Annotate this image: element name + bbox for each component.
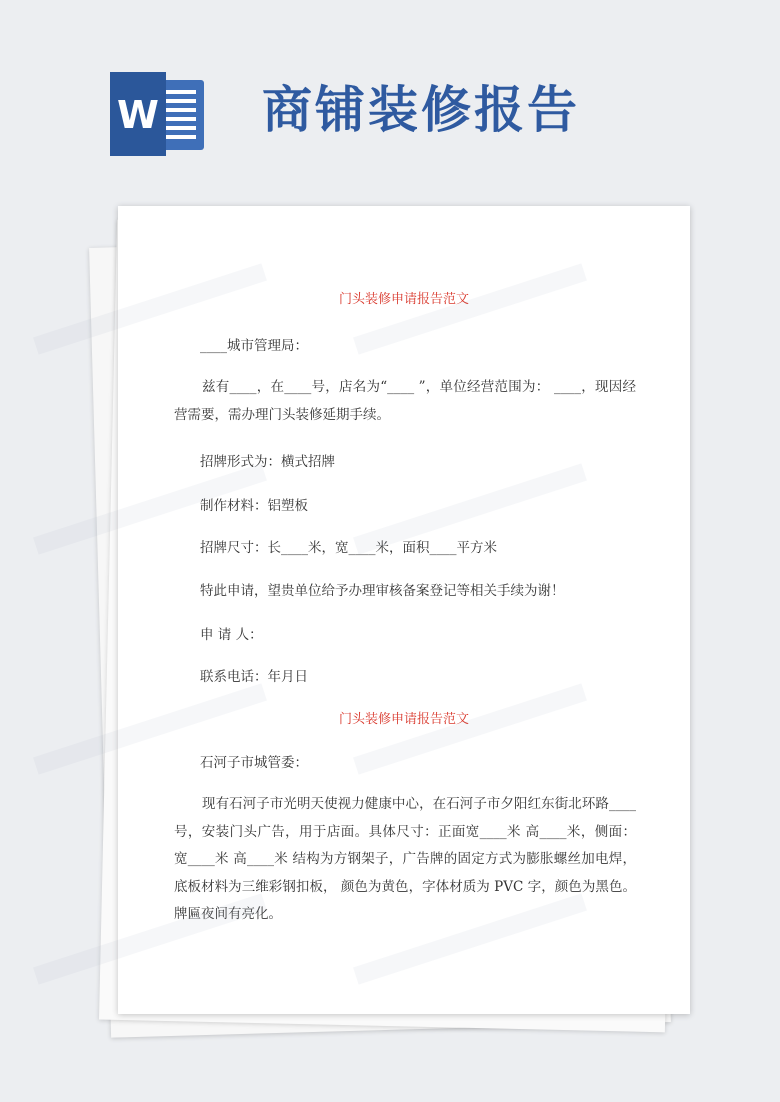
- addressee-2: 石河子市城管委：: [200, 755, 308, 771]
- section-title: 门头装修申请报告范文: [338, 292, 469, 307]
- addressee: ____城市管理局：: [200, 338, 308, 354]
- body-paragraph: 兹有____，在____号，店名为“____ ”，单位经营范围为： ____，现因经营需要，需办理门头装修延期手续。: [174, 379, 636, 423]
- body-paragraph-2: 现有石河子市光明天使视力健康中心，在石河子市夕阳红东街北环路____号，安装门头广告，用于店面。具体尺寸：正面宽____米 高____米，侧面：宽____米 高____米 结构为方钢架子，广告牌的固定方式为膨胀螺丝加电焊，底板材料为三维彩钢扣板， 颜色为黄色，字体材质为 PVC 字，颜色为黑色。牌匾夜间有亮化。: [174, 796, 636, 922]
- material-line: 制作材料：铝塑板: [200, 498, 308, 514]
- logo-letter: W: [117, 93, 159, 137]
- signboard-size-line: 招牌尺寸：长____米，宽____米，面积____平方米: [200, 540, 497, 556]
- section-title-2: 门头装修申请报告范文: [338, 712, 469, 727]
- signboard-form-line: 招牌形式为：横式招牌: [200, 454, 335, 470]
- document-page: [118, 206, 690, 1014]
- word-document-icon: [110, 72, 206, 156]
- applicant-line: 申 请 人：: [200, 627, 263, 643]
- phone-date-line: 联系电话：年月日: [200, 669, 308, 685]
- page-title: 商铺装修报告: [262, 81, 580, 139]
- request-line: 特此申请，望贵单位给予办理审核备案登记等相关手续为谢！: [200, 583, 565, 599]
- header-banner: [0, 0, 780, 190]
